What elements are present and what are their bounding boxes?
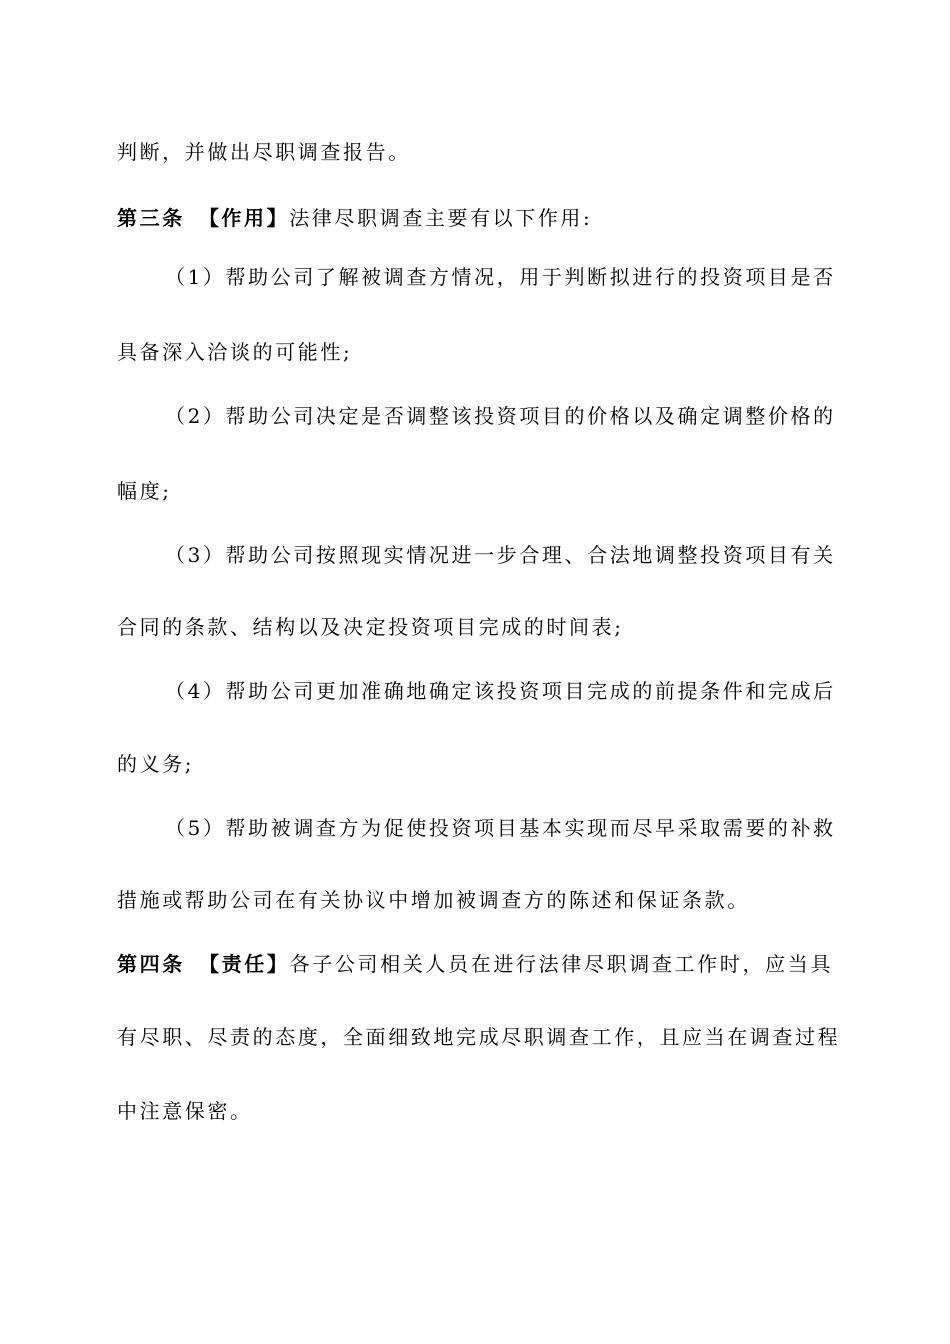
list-item-5-line-2: 措施或帮助公司在有关协议中增加被调查方的陈述和保证条款。 xyxy=(117,888,750,912)
article-3-text: 法律尽职调查主要有以下作用: xyxy=(289,206,593,230)
list-item-3-line-2: 合同的条款、结构以及决定投资项目完成的时间表; xyxy=(117,615,624,639)
list-item-4-line-2: 的义务; xyxy=(117,752,195,776)
article-4-text: 各子公司相关人员在进行法律尽职调查工作时，应当具 xyxy=(289,952,833,976)
list-item-5-line-1: （5）帮助被调查方为促使投资项目基本实现而尽早采取需要的补救 xyxy=(165,816,836,840)
article-3-heading: 【作用】 xyxy=(198,206,290,230)
paragraph-line: 判断，并做出尽职调查报告。 xyxy=(117,140,411,164)
list-item-1-line-1: （1）帮助公司了解被调查方情况，用于判断拟进行的投资项目是否 xyxy=(165,265,836,289)
article-4-line-1 xyxy=(117,950,833,978)
article-4-line-2: 有尽职、尽责的态度，全面细致地完成尽职调查工作，且应当在调查过程 xyxy=(117,1025,841,1049)
article-3-line xyxy=(117,204,833,232)
article-4-number: 第四条 xyxy=(117,952,185,976)
article-3-number: 第三条 xyxy=(117,206,185,230)
list-item-4-line-1: （4）帮助公司更加准确地确定该投资项目完成的前提条件和完成后 xyxy=(165,679,836,703)
article-4-heading: 【责任】 xyxy=(198,952,290,976)
list-item-3-line-1: （3）帮助公司按照现实情况进一步合理、合法地调整投资项目有关 xyxy=(165,543,836,567)
list-item-1-line-2: 具备深入洽谈的可能性; xyxy=(117,340,353,364)
list-item-2-line-2: 幅度; xyxy=(117,479,172,503)
list-item-2-line-1: （2）帮助公司决定是否调整该投资项目的价格以及确定调整价格的 xyxy=(165,404,836,428)
article-4-line-3: 中注意保密。 xyxy=(117,1099,253,1123)
